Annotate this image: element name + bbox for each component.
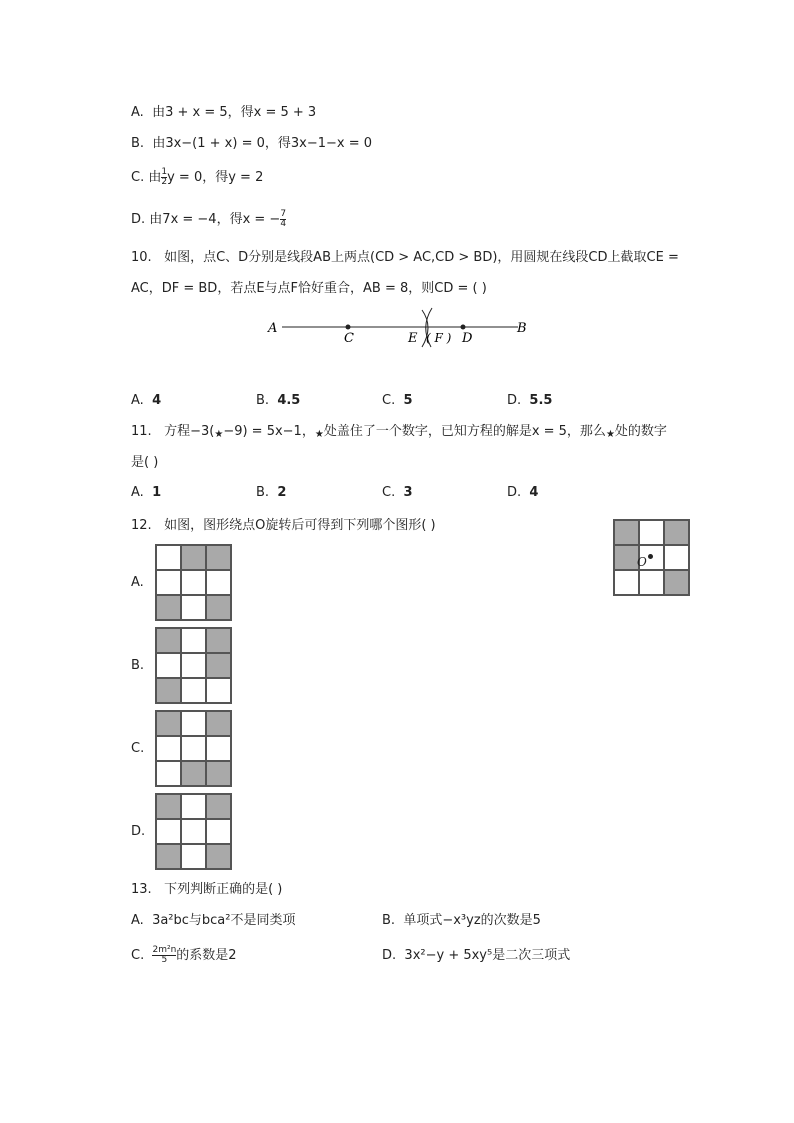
q13-option-b: B. 单项式−x³yz的次数是5 bbox=[382, 913, 541, 928]
star-icon: ★ bbox=[214, 429, 224, 440]
blank-cell bbox=[639, 520, 664, 545]
shaded-cell bbox=[614, 520, 639, 545]
label-b: B bbox=[517, 321, 527, 336]
q13-option-d: D. 3x²−y + 5xy⁵是二次三项式 bbox=[382, 948, 571, 963]
fraction: $\frac{\text{2m²n}}{5}$ bbox=[152, 945, 177, 965]
shaded-cell bbox=[664, 570, 689, 595]
shaded-cell bbox=[181, 761, 206, 786]
shaded-cell bbox=[664, 520, 689, 545]
blank-cell bbox=[664, 545, 689, 570]
q13-option-a: A. 3a²bc与bca²不是同类项 bbox=[131, 913, 296, 928]
shaded-cell bbox=[181, 545, 206, 570]
fraction: $\frac{7}{4}$ bbox=[280, 209, 287, 229]
shaded-cell bbox=[156, 844, 181, 869]
q11-stem-line1: 11. 方程−3(★−9) = 5x−1，★处盖住了一个数字，已知方程的解是x = 5，那么★处的数字 bbox=[131, 424, 667, 440]
label-c: C bbox=[344, 331, 354, 346]
q10-option-d: D. 5.5 bbox=[507, 393, 553, 408]
q9-option-d: D. 由7x = −4，得x = − $\frac{7}{4}$ bbox=[131, 209, 287, 229]
q12-option-d-grid bbox=[155, 793, 232, 870]
q9-option-b: B. 由3x−(1 + x) = 0，得3x−1−x = 0 bbox=[131, 136, 373, 151]
shaded-cell bbox=[206, 545, 231, 570]
q9-option-a: A. 由3 + x = 5，得x = 5 + 3 bbox=[131, 105, 317, 120]
q13-option-c: C. $\frac{\text{2m²n}}{5}$ 的系数是2 bbox=[131, 945, 237, 965]
star-icon: ★ bbox=[314, 429, 324, 440]
q11-option-d: D. 4 bbox=[507, 485, 539, 500]
shaded-cell bbox=[206, 653, 231, 678]
q11-option-a: A. 1 bbox=[131, 485, 162, 500]
q11-option-b: B. 2 bbox=[256, 485, 287, 500]
blank-cell bbox=[156, 653, 181, 678]
q12-option-c-grid bbox=[155, 710, 232, 787]
point-c bbox=[346, 325, 351, 330]
shaded-cell bbox=[206, 844, 231, 869]
blank-cell bbox=[156, 819, 181, 844]
q12-stem: 12. 如图，图形绕点O旋转后可得到下列哪个图形( ) bbox=[131, 518, 436, 533]
q13-stem: 13. 下列判断正确的是( ) bbox=[131, 882, 283, 897]
blank-cell bbox=[156, 545, 181, 570]
shaded-cell bbox=[206, 628, 231, 653]
blank-cell bbox=[206, 570, 231, 595]
shaded-cell bbox=[156, 794, 181, 819]
star-icon: ★ bbox=[605, 429, 615, 440]
shaded-cell bbox=[156, 595, 181, 620]
q10-option-a: A. 4 bbox=[131, 393, 162, 408]
blank-cell bbox=[181, 678, 206, 703]
center-point-o bbox=[648, 554, 653, 559]
blank-cell bbox=[181, 819, 206, 844]
shaded-cell bbox=[206, 794, 231, 819]
blank-cell bbox=[181, 653, 206, 678]
q10-stem-line2: AC，DF = BD，若点E与点F恰好重合，AB = 8，则CD = ( ) bbox=[131, 281, 487, 296]
blank-cell bbox=[181, 711, 206, 736]
blank-cell bbox=[156, 736, 181, 761]
blank-cell bbox=[614, 570, 639, 595]
q10-stem-line1: 10. 如图，点C、D分别是线段AB上两点(CD > AC,CD > BD)，用圆规在线段CD上截取CE = bbox=[131, 250, 679, 265]
q11-stem-line2: 是( ) bbox=[131, 455, 159, 470]
q12-option-b-grid bbox=[155, 627, 232, 704]
q10-segment-figure bbox=[260, 305, 550, 355]
shaded-cell bbox=[156, 711, 181, 736]
blank-cell bbox=[181, 844, 206, 869]
blank-cell bbox=[206, 819, 231, 844]
shaded-cell bbox=[206, 761, 231, 786]
label-e: E bbox=[408, 331, 418, 346]
blank-cell bbox=[181, 570, 206, 595]
blank-cell bbox=[206, 678, 231, 703]
q11-option-c: C. 3 bbox=[382, 485, 413, 500]
label-a: A bbox=[268, 321, 278, 336]
fraction: $\frac{1}{2}$ bbox=[161, 167, 168, 187]
q12-option-b-label: B. bbox=[131, 658, 145, 673]
point-d bbox=[461, 325, 466, 330]
blank-cell bbox=[181, 794, 206, 819]
blank-cell bbox=[156, 761, 181, 786]
q12-option-a-grid bbox=[155, 544, 232, 621]
shaded-cell bbox=[614, 545, 639, 570]
label-o: O bbox=[637, 555, 647, 569]
q12-option-c-label: C. bbox=[131, 741, 145, 756]
q10-option-c: C. 5 bbox=[382, 393, 413, 408]
q12-option-a-label: A. bbox=[131, 575, 144, 590]
blank-cell bbox=[181, 628, 206, 653]
q9-option-c: C. 由 $\frac{1}{2}$ y = 0，得y = 2 bbox=[131, 167, 264, 187]
shaded-cell bbox=[156, 678, 181, 703]
shaded-cell bbox=[156, 628, 181, 653]
q12-option-d-label: D. bbox=[131, 824, 146, 839]
q10-option-b: B. 4.5 bbox=[256, 393, 301, 408]
blank-cell bbox=[181, 736, 206, 761]
label-f: ( F ) bbox=[426, 331, 452, 345]
blank-cell bbox=[639, 570, 664, 595]
shaded-cell bbox=[206, 711, 231, 736]
label-d: D bbox=[462, 331, 473, 346]
blank-cell bbox=[206, 736, 231, 761]
blank-cell bbox=[181, 595, 206, 620]
blank-cell bbox=[156, 570, 181, 595]
shaded-cell bbox=[206, 595, 231, 620]
